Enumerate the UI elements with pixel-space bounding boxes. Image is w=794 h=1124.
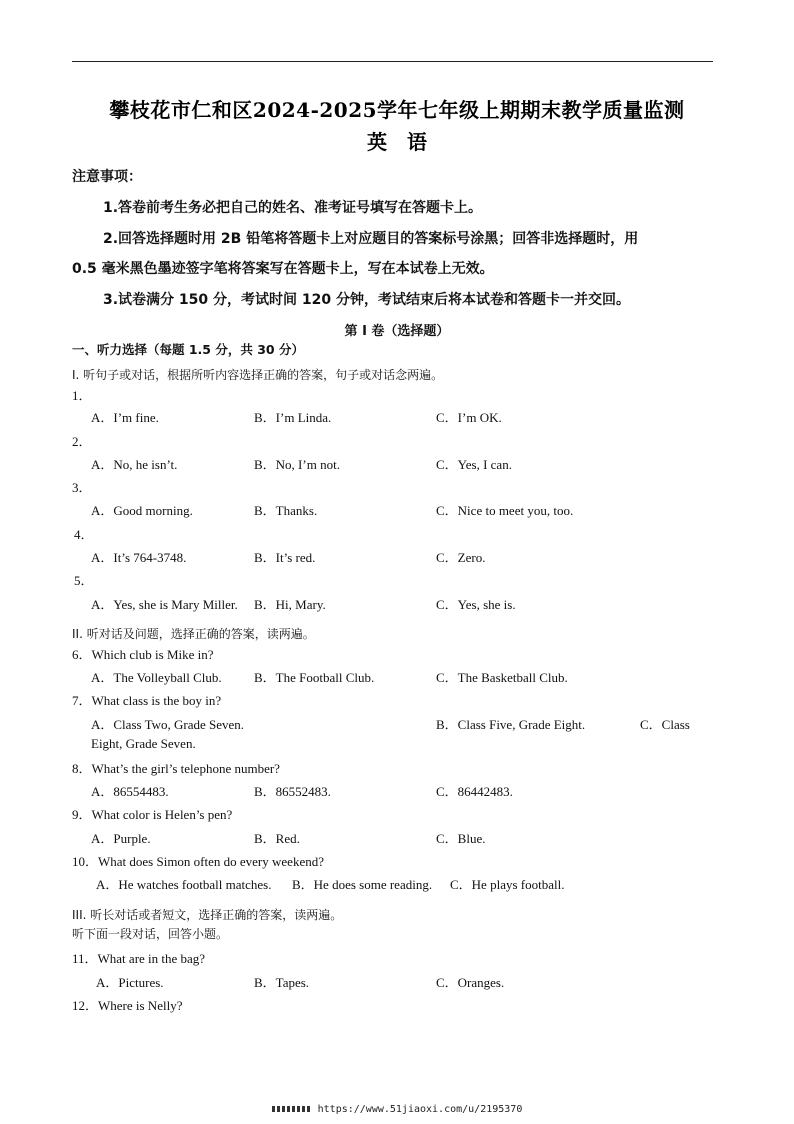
instruction-II: II. 听对话及问题，选择正确的答案，读两遍。 <box>72 627 315 641</box>
q9-option-a: A．Purple. <box>91 831 151 846</box>
q3-option-a: A．Good morning. <box>91 503 193 518</box>
q3-option-c: C．Nice to meet you, too. <box>436 503 574 518</box>
q8-option-a: A．86554483. <box>91 784 169 799</box>
q1-option-c: C．I’m OK. <box>436 410 502 425</box>
q2-option-b: B．No, I’m not. <box>254 457 340 472</box>
q11-option-b: B．Tapes. <box>254 975 310 990</box>
question-5-number: 5． <box>74 573 94 588</box>
notice-heading: 注意事项： <box>72 169 142 185</box>
q6-option-a: A．The Volleyball Club. <box>91 670 222 685</box>
q6-option-c: C．The Basketball Club. <box>436 670 568 685</box>
q7-option-b: B．Class Five, Grade Eight. <box>436 717 586 732</box>
question-4-number: 4． <box>74 527 94 542</box>
q11-option-a: A．Pictures. <box>96 975 164 990</box>
instruction-I: I. 听句子或对话，根据所听内容选择正确的答案，句子或对话念两遍。 <box>72 368 444 382</box>
q8-option-b: B．86552483. <box>254 784 331 799</box>
notice-line-2a: 2.回答选择题时用 2B 铅笔将答题卡上对应题目的答案标号涂黑；回答非选择题时，用 <box>103 231 639 247</box>
q10-option-b: B．He does some reading. <box>292 877 433 892</box>
footer-watermark <box>0 1104 794 1115</box>
notice-line-1: 1.答卷前考生务必把自己的姓名、准考证号填写在答题卡上。 <box>103 200 483 216</box>
q1-option-a: A．I’m fine. <box>91 410 159 425</box>
part-one-title: 第 I 卷（选择题） <box>344 324 450 339</box>
question-3-number: 3． <box>72 480 92 495</box>
question-12-text: 12．Where is Nelly? <box>72 998 183 1013</box>
question-10-text: 10．What does Simon often do every weekend? <box>72 854 324 869</box>
top-rule <box>72 61 713 62</box>
question-2-number: 2． <box>72 434 92 449</box>
question-7-text: 7．What class is the boy in? <box>72 693 222 708</box>
instruction-III: III. 听长对话或者短文，选择正确的答案，读两遍。 <box>72 908 343 922</box>
q7-option-a: A．Class Two, Grade Seven. <box>91 717 245 732</box>
q4-option-c: C．Zero. <box>436 550 486 565</box>
q1-option-b: B．I’m Linda. <box>254 410 332 425</box>
q4-option-a: A．It’s 764-3748. <box>91 550 187 565</box>
section-heading-listening: 一、听力选择（每题 1.5 分，共 30 分） <box>72 342 304 357</box>
q6-option-b: B．The Football Club. <box>254 670 375 685</box>
notice-line-3: 3.试卷满分 150 分，考试时间 120 分钟，考试结束后将本试卷和答题卡一并交回。 <box>103 292 631 308</box>
q5-option-c: C．Yes, she is. <box>436 597 516 612</box>
notice-line-2b: 0.5 毫米黑色墨迹签字笔将答案写在答题卡上，写在本试卷上无效。 <box>72 261 494 277</box>
footer-url: https://www.51jiaoxi.com/u/2195370 <box>317 1104 523 1115</box>
q3-option-b: B．Thanks. <box>254 503 318 518</box>
q11-option-c: C．Oranges. <box>436 975 505 990</box>
q5-option-a: A．Yes, she is Mary Miller. <box>91 597 238 612</box>
q8-option-c: C．86442483. <box>436 784 513 799</box>
q5-option-b: B．Hi, Mary. <box>254 597 326 612</box>
instruction-III-sub: 听下面一段对话，回答小题。 <box>72 927 229 941</box>
q9-option-b: B．Red. <box>254 831 300 846</box>
q9-option-c: C．Blue. <box>436 831 486 846</box>
site-logo-icon <box>272 1106 312 1112</box>
exam-title: 攀枝花市仁和区2024-2025学年七年级上期期末教学质量监测 <box>109 98 685 122</box>
q2-option-c: C．Yes, I can. <box>436 457 512 472</box>
q7-option-c: C．Class <box>640 717 690 732</box>
question-1-number: 1． <box>72 388 92 403</box>
q7-option-c-cont: Eight, Grade Seven. <box>91 736 196 751</box>
q4-option-b: B．It’s red. <box>254 550 316 565</box>
q10-option-c: C．He plays football. <box>450 877 565 892</box>
question-8-text: 8．What’s the girl’s telephone number? <box>72 761 280 776</box>
question-11-text: 11．What are in the bag? <box>72 951 206 966</box>
q2-option-a: A．No, he isn’t. <box>91 457 178 472</box>
subject-title: 英 语 <box>367 130 427 154</box>
q10-option-a: A．He watches football matches. <box>96 877 272 892</box>
question-9-text: 9．What color is Helen’s pen? <box>72 807 233 822</box>
question-6-text: 6．Which club is Mike in? <box>72 647 214 662</box>
